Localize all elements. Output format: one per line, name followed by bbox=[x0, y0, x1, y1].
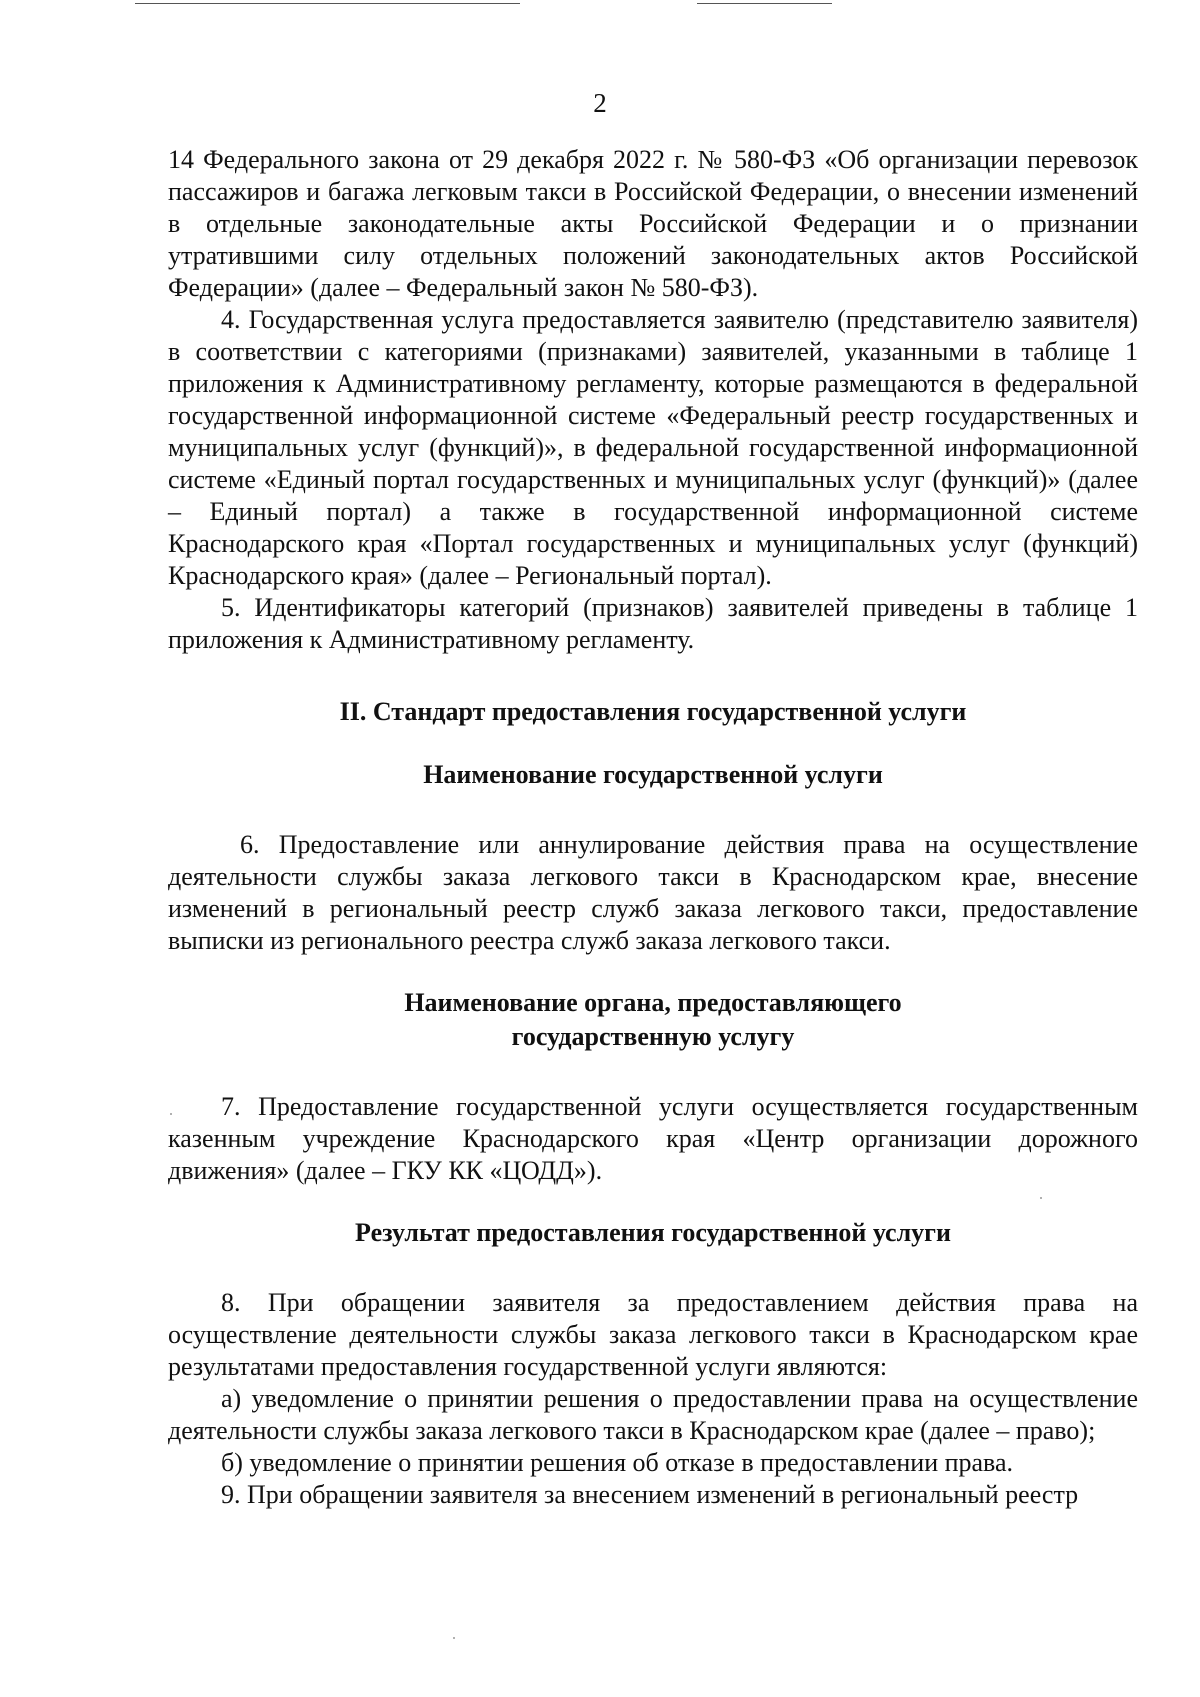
section-title: II. Стандарт предоставления государственной услуги bbox=[339, 697, 967, 726]
top-scan-line-left bbox=[135, 3, 520, 4]
scan-speck bbox=[453, 1637, 455, 1639]
paragraph-7: 7. Предоставление государственной услуги осуществляется государственным казенным учреждение Краснодарского края «Центр организации дорожного движения» (далее – ГКУ КК «ЦОДД»). bbox=[168, 1092, 1138, 1185]
paragraph-8-item-a: а) уведомление о принятии решения о предоставлении права на осуществление деятельности службы заказа легкового такси в Краснодарском крае (далее – право); bbox=[168, 1384, 1138, 1445]
heading-authority-line-1: Наименование органа, предоставляющего bbox=[404, 988, 902, 1017]
paragraph-8-item-b: б) уведомление о принятии решения об отказе в предоставлении права. bbox=[221, 1448, 1014, 1477]
paragraph-continuation-federal-law: 14 Федерального закона от 29 декабря 2022 г. № 580-ФЗ «Об организации перевозок пассажиров и багажа легковым такси в Российской Федерации, о внесении изменений в отдельные законодательные акты Российской Федерации и о признании утратившими силу отдельных положений законодательных актов Российской Федерации» (далее – Федеральный закон № 580-ФЗ). bbox=[168, 145, 1138, 302]
heading-authority bbox=[168, 986, 1138, 1054]
page-number: 2 bbox=[593, 88, 607, 118]
top-scan-line-right bbox=[697, 3, 832, 4]
heading-service-name: Наименование государственной услуги bbox=[423, 760, 883, 789]
heading-authority-line-2: государственную услугу bbox=[511, 1022, 795, 1051]
scan-speck bbox=[1040, 1197, 1042, 1199]
heading-result: Результат предоставления государственной услуги bbox=[355, 1218, 951, 1247]
document-body bbox=[168, 144, 1138, 1511]
scan-speck bbox=[170, 1113, 172, 1115]
paragraph-9: 9. При обращении заявителя за внесением изменений в региональный реестр bbox=[221, 1480, 1079, 1509]
paragraph-4: 4. Государственная услуга предоставляется заявителю (представителю заявителя) в соответствии с категориями (признаками) заявителей, указанными в таблице 1 приложения к Административному регламенту, которые размещаются в федеральной государственной информационной системе «Федеральный реестр государственных и муниципальных услуг (функций)», в федеральной государственной информационной системе «Единый портал государственных и муниципальных услуг (функций)» (далее – Единый портал) а также в государственной информационной системе Краснодарского края «Портал государственных и муниципальных услуг (функций) Краснодарского края» (далее – Региональный портал). bbox=[168, 305, 1138, 590]
paragraph-5: 5. Идентификаторы категорий (признаков) заявителей приведены в таблице 1 приложения к Административному регламенту. bbox=[168, 593, 1138, 654]
paragraph-8: 8. При обращении заявителя за предоставлением действия права на осуществление деятельности службы заказа легкового такси в Краснодарском крае результатами предоставления государственной услуги являются: bbox=[168, 1288, 1138, 1381]
paragraph-6: 6. Предоставление или аннулирование действия права на осуществление деятельности службы заказа легкового такси в Краснодарском крае, внесение изменений в региональный реестр служб заказа легкового такси, предоставление выписки из регионального реестра служб заказа легкового такси. bbox=[168, 830, 1138, 955]
